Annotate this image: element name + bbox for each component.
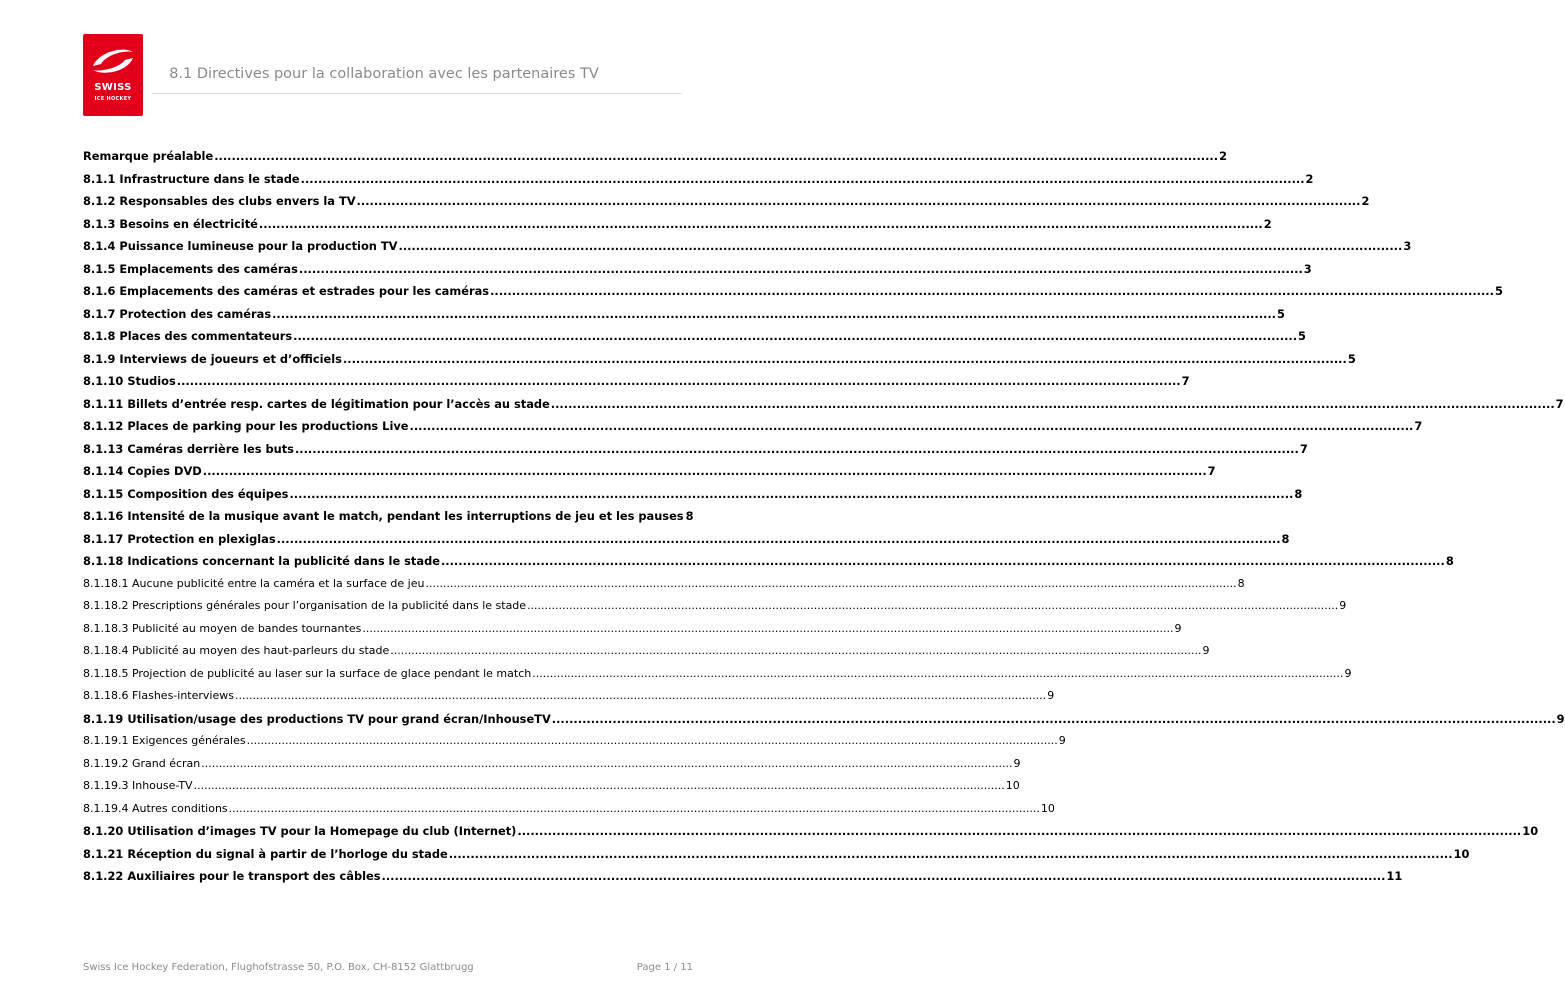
toc-entry[interactable] <box>83 869 1403 892</box>
toc-entry-page: 2 <box>1305 171 1314 186</box>
toc-entry[interactable] <box>83 779 1020 802</box>
toc-entry-page: 2 <box>1361 194 1370 208</box>
toc-entry-label: 8.1.6 Emplacements des caméras et estrades pour les caméras <box>83 284 490 298</box>
toc-entry-label: 8.1.19.1 Exigences générales <box>83 734 246 747</box>
toc-entry-label: 8.1.9 Interviews de joueurs et d’officiels <box>83 351 342 366</box>
toc-entry-label: 8.1.20 Utilisation d’images TV pour la Homepage du club (Internet) <box>83 824 517 838</box>
toc-entry[interactable] <box>83 441 1308 465</box>
toc-entry-label: 8.1.15 Composition des équipes <box>83 486 289 501</box>
toc-entry[interactable] <box>83 464 1216 487</box>
toc-entry-label: 8.1.17 Protection en plexiglas <box>83 531 276 546</box>
toc-entry-page: 10 <box>1005 779 1020 792</box>
toc-entry-page: 7 <box>1299 441 1308 456</box>
toc-leader-dots <box>390 644 1201 657</box>
toc-leader-dots <box>201 757 1012 770</box>
toc-leader-dots <box>203 464 1207 478</box>
toc-entry-label: 8.1.4 Puissance lumineuse pour la production TV <box>83 239 398 253</box>
toc-entry-page: 10 <box>1522 824 1539 838</box>
toc-entry[interactable] <box>83 846 1470 870</box>
logo-text-swiss: SWISS <box>94 82 132 93</box>
toc-entry[interactable] <box>83 419 1423 442</box>
toc-entry[interactable] <box>83 329 1306 352</box>
toc-entry[interactable] <box>83 306 1285 330</box>
toc-entry-page: 7 <box>1414 419 1423 433</box>
toc-entry-page: 9 <box>1174 621 1182 635</box>
toc-leader-dots <box>277 532 1281 546</box>
toc-entry[interactable] <box>83 711 1565 735</box>
toc-entry[interactable] <box>83 801 1055 825</box>
toc-leader-dots <box>299 262 1303 276</box>
toc-entry[interactable] <box>83 216 1272 240</box>
toc-entry-label: 8.1.21 Réception du signal à partir de l’horloge du stade <box>83 846 448 861</box>
toc-entry-label: 8.1.18.4 Publicité au moyen des haut-parleurs du stade <box>83 644 390 657</box>
toc-entry-label: 8.1.19.2 Grand écran <box>83 756 201 770</box>
toc-entry-page: 8 <box>1294 486 1303 501</box>
toc-leader-dots <box>295 442 1299 456</box>
toc-entry-label: 8.1.19.4 Autres conditions <box>83 801 228 815</box>
toc-entry-page: 10 <box>1453 846 1470 861</box>
toc-entry[interactable] <box>83 689 1055 712</box>
toc-entry[interactable] <box>83 194 1370 217</box>
toc-entry-label: 8.1.19 Utilisation/usage des productions TV pour grand écran/InhouseTV <box>83 711 551 726</box>
logo-text-ice-hockey: ICE HOCKEY <box>94 96 132 102</box>
toc-entry[interactable] <box>83 149 1228 172</box>
toc-entry-label: 8.1.18.5 Projection de publicité au laser sur la surface de glace pendant le match <box>83 666 532 680</box>
toc-leader-dots <box>449 847 1453 861</box>
toc-leader-dots <box>527 599 1338 612</box>
toc-leader-dots <box>293 329 1297 343</box>
toc-entry[interactable] <box>83 239 1412 262</box>
toc-entry[interactable] <box>83 171 1314 195</box>
toc-entry-label: 8.1.18.3 Publicité au moyen de bandes tournantes <box>83 621 362 635</box>
toc-entry[interactable] <box>83 261 1312 285</box>
table-of-contents <box>83 149 1565 892</box>
toc-leader-dots <box>441 554 1445 568</box>
toc-leader-dots <box>177 374 1181 388</box>
toc-entry[interactable] <box>83 599 1347 622</box>
toc-entry[interactable] <box>83 734 1066 757</box>
toc-leader-dots <box>289 487 1293 501</box>
toc-entry-label: 8.1.22 Auxiliaires pour le transport des câbles <box>83 869 381 883</box>
toc-entry[interactable] <box>83 284 1503 307</box>
toc-entry-page: 9 <box>1339 599 1347 612</box>
toc-entry[interactable] <box>83 374 1190 397</box>
toc-leader-dots <box>343 352 1347 366</box>
toc-entry-label: 8.1.10 Studios <box>83 374 176 388</box>
toc-entry[interactable] <box>83 621 1182 645</box>
toc-leader-dots <box>272 307 1276 321</box>
toc-leader-dots <box>425 577 1236 590</box>
toc-entry-page: 5 <box>1347 351 1356 366</box>
toc-entry-label: 8.1.1 Infrastructure dans le stade <box>83 171 300 186</box>
toc-entry[interactable] <box>83 486 1303 510</box>
toc-entry-page: 9 <box>1202 644 1210 657</box>
toc-leader-dots <box>398 239 1402 253</box>
toc-entry-page: 3 <box>1403 239 1412 253</box>
toc-entry-page: 9 <box>1047 689 1055 702</box>
toc-leader-dots <box>194 779 1005 792</box>
toc-entry[interactable] <box>83 554 1454 577</box>
toc-leader-dots <box>490 284 1494 298</box>
toc-entry[interactable] <box>83 509 694 532</box>
toc-entry-label: 8.1.3 Besoins en électricité <box>83 216 258 231</box>
toc-entry-page: 8 <box>1281 531 1290 546</box>
toc-entry-label: 8.1.11 Billets d’entrée resp. cartes de légitimation pour l’accès au stade <box>83 396 550 411</box>
toc-entry-page: 7 <box>1555 396 1564 411</box>
toc-entry-page: 8 <box>685 509 694 523</box>
footer-address: Swiss Ice Hockey Federation, Flughofstrasse 50, P.O. Box, CH-8152 Glattbrugg <box>83 962 474 973</box>
toc-leader-dots <box>214 149 1218 163</box>
footer-page-number: Page 1 / 11 <box>636 962 693 973</box>
toc-entry-label: 8.1.12 Places de parking pour les productions Live <box>83 419 409 433</box>
toc-entry-label: 8.1.18 Indications concernant la publicité dans le stade <box>83 554 440 568</box>
toc-leader-dots <box>235 689 1046 702</box>
toc-entry[interactable] <box>83 644 1210 667</box>
toc-leader-dots <box>357 194 1361 208</box>
toc-entry-label: 8.1.5 Emplacements des caméras <box>83 261 298 276</box>
toc-entry-page: 3 <box>1303 261 1312 276</box>
toc-entry-page: 5 <box>1494 284 1503 298</box>
toc-entry-label: 8.1.16 Intensité de la musique avant le match, pendant les interruptions de jeu et les pauses <box>83 509 684 523</box>
toc-leader-dots <box>229 802 1040 815</box>
toc-leader-dots <box>517 824 1521 838</box>
toc-entry-label: 8.1.18.2 Prescriptions générales pour l’organisation de la publicité dans le stade <box>83 599 527 612</box>
toc-entry-label: 8.1.14 Copies DVD <box>83 464 202 478</box>
toc-entry[interactable] <box>83 576 1245 600</box>
toc-entry-label: 8.1.18.6 Flashes-interviews <box>83 689 234 702</box>
toc-leader-dots <box>410 419 1414 433</box>
toc-entry-label: 8.1.2 Responsables des clubs envers la TV <box>83 194 356 208</box>
toc-leader-dots <box>362 622 1173 635</box>
toc-leader-dots <box>382 869 1386 883</box>
toc-entry-page: 8 <box>1445 554 1454 568</box>
toc-entry-page: 5 <box>1277 306 1285 321</box>
toc-entry-label: 8.1.19.3 Inhouse-TV <box>83 779 193 792</box>
toc-entry-page: 2 <box>1263 216 1272 231</box>
toc-entry-page: 5 <box>1298 329 1306 343</box>
toc-entry[interactable] <box>83 824 1539 847</box>
toc-entry-page: 9 <box>1013 756 1021 770</box>
toc-leader-dots <box>247 734 1058 747</box>
toc-entry-page: 2 <box>1219 149 1228 163</box>
toc-entry-label: 8.1.7 Protection des caméras <box>83 306 272 321</box>
toc-entry-label: Remarque préalable <box>83 149 214 163</box>
toc-entry-page: 7 <box>1181 374 1190 388</box>
page-title: 8.1 Directives pour la collaboration avec les partenaires TV <box>169 66 599 82</box>
toc-entry-page: 8 <box>1237 576 1245 590</box>
toc-leader-dots <box>551 397 1555 411</box>
toc-entry-label: 8.1.8 Places des commentateurs <box>83 329 293 343</box>
toc-entry-page: 9 <box>1344 666 1352 680</box>
toc-entry-page: 9 <box>1058 734 1066 747</box>
toc-entry-page: 11 <box>1386 869 1403 883</box>
toc-entry-label: 8.1.18.1 Aucune publicité entre la caméra et la surface de jeu <box>83 576 425 590</box>
toc-entry-label: 8.1.13 Caméras derrière les buts <box>83 441 294 456</box>
toc-leader-dots <box>532 667 1343 680</box>
toc-entry[interactable] <box>83 666 1352 690</box>
toc-entry[interactable] <box>83 531 1290 555</box>
toc-entry-page: 9 <box>1556 711 1565 726</box>
toc-entry[interactable] <box>83 756 1021 780</box>
header-divider <box>152 93 682 94</box>
toc-entry-page: 7 <box>1207 464 1216 478</box>
toc-entry[interactable] <box>83 351 1356 375</box>
toc-entry-page: 10 <box>1040 801 1055 815</box>
toc-entry[interactable] <box>83 396 1564 420</box>
toc-leader-dots <box>259 217 1263 231</box>
toc-leader-dots <box>552 712 1556 726</box>
toc-leader-dots <box>301 172 1305 186</box>
